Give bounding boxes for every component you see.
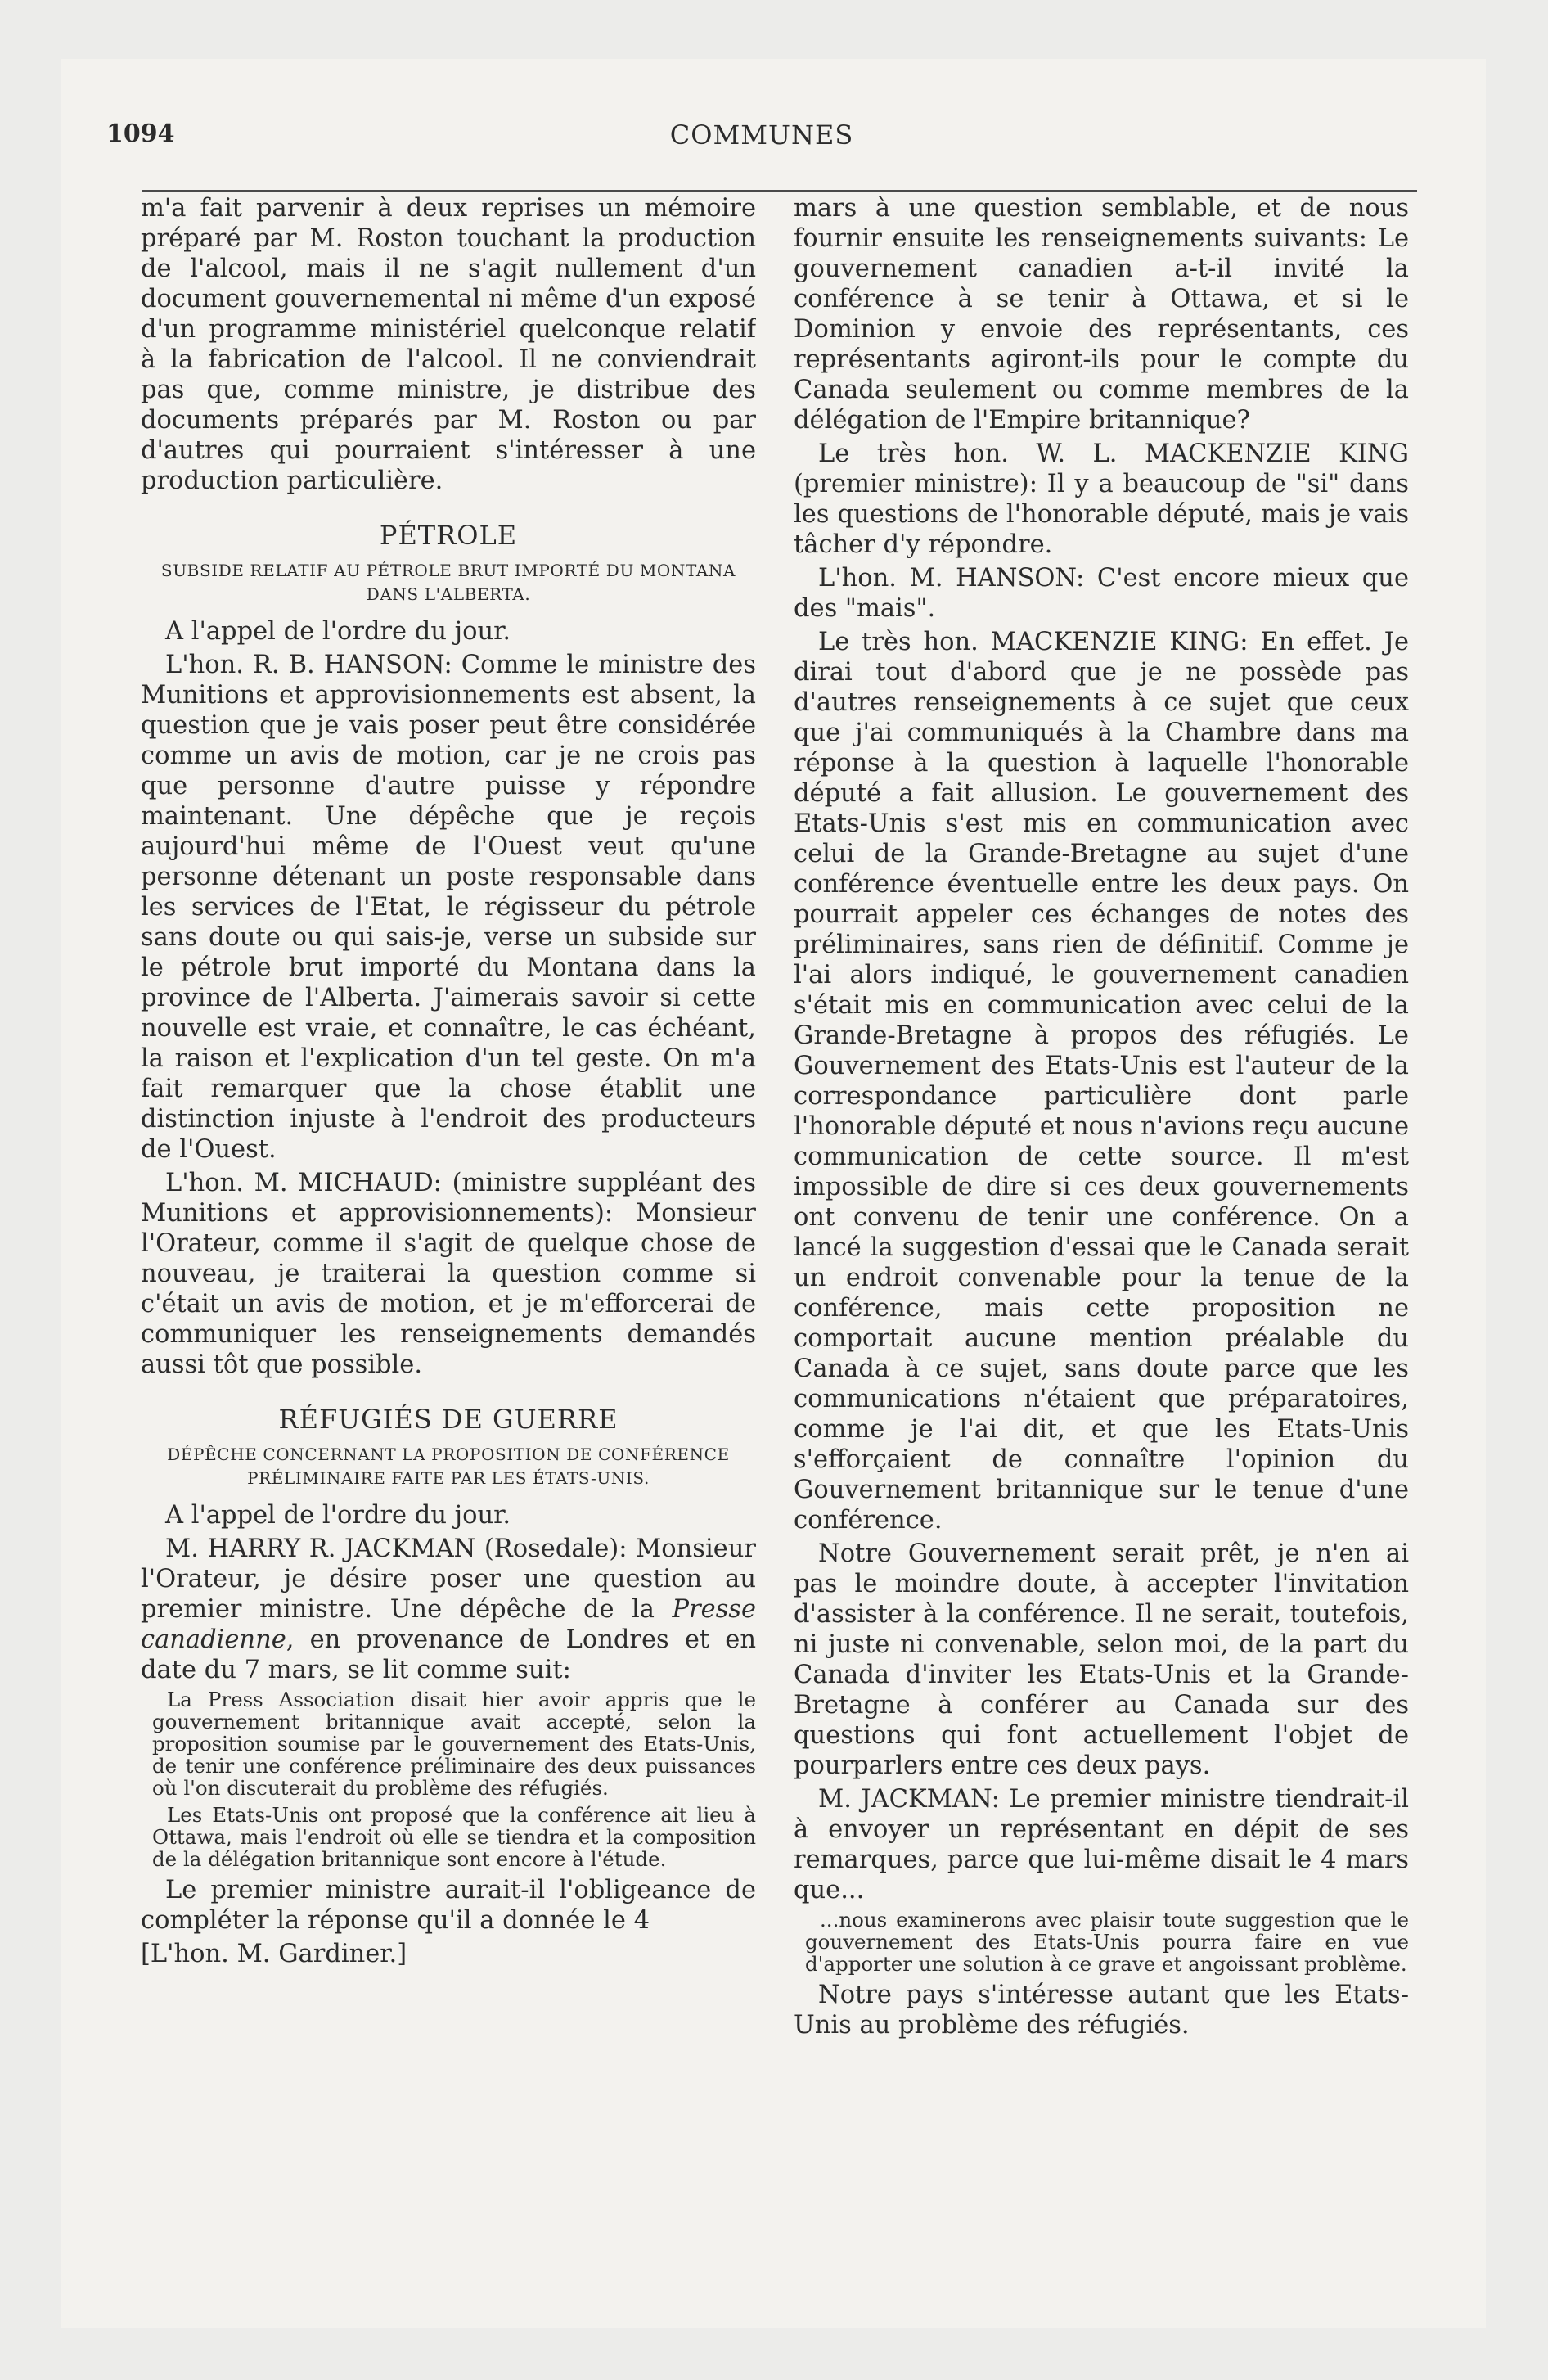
header-rule bbox=[142, 190, 1417, 192]
paragraph: A l'appel de l'ordre du jour. bbox=[165, 1501, 511, 1530]
paragraph: Le premier ministre aurait-il l'obligeance de compléter la réponse qu'il a donnée le 4 bbox=[141, 1876, 756, 1935]
quotation: Les Etats-Unis ont proposé que la conférence ait lieu à Ottawa, mais l'endroit où elle se tiendra et la composition de la délégation britannique sont encore à l'étude. bbox=[152, 1803, 756, 1871]
paragraph: M. JACKMAN: Le premier ministre tiendrait-il à envoyer un représentant en dépit de ses remarques, parce que lui-même disait le 4 mars que... bbox=[794, 1785, 1409, 1904]
page-number: 1094 bbox=[106, 119, 175, 148]
text-run: , en provenance de Londres et en date du 7 mars, se lit comme suit: bbox=[141, 1625, 756, 1684]
paragraph: Le très hon. W. L. MACKENZIE KING (premier ministre): Il y a beaucoup de "si" dans les questions de l'honorable député, mais je vais tâcher d'y répondre. bbox=[794, 439, 1409, 559]
paragraph: L'hon. R. B. HANSON: Comme le ministre des Munitions et approvisionnements est absent, la question que je vais poser peut être considérée comme un avis de motion, car je ne crois pas que personne d'autre puisse y répondre maintenant. Une dépêche que je reçois aujourd'hui même de l'Ouest veut qu'une personne détenant un poste responsable dans les services de l'Etat, le régisseur du pétrole sans doute ou qui sais-je, verse un subside sur le pétrole brut importé du Montana dans la province de l'Alberta. J'aimerais savoir si cette nouvelle est vraie, et connaître, le cas échéant, la raison et l'explication d'un tel geste. On m'a fait remarquer que la chose établit une distinction injuste à l'endroit des producteurs de l'Ouest. bbox=[141, 651, 756, 1164]
paragraph: L'hon. M. MICHAUD: (ministre suppléant des Munitions et approvisionnements): Monsieur l'Orateur, comme il s'agit de quelque chose de nouveau, je traiterai la question comme si c'était un avis de motion, et je m'efforcerai de communiquer les renseignements demandés aussi tôt que possible. bbox=[141, 1169, 756, 1379]
section-subheading: SUBSIDE RELATIF AU PÉTROLE BRUT IMPORTÉ DU MONTANA DANS L'ALBERTA. bbox=[160, 561, 736, 604]
italic-title: Presse canadienne bbox=[141, 1595, 756, 1654]
text-run: M. HARRY R. JACKMAN (Rosedale): Monsieur l'Orateur, je désire poser une question au premier ministre. Une dépêche de la bbox=[141, 1535, 756, 1624]
page-header bbox=[106, 119, 1417, 157]
paragraph: Notre Gouvernement serait prêt, je n'en ai pas le moindre doute, à accepter l'invitation d'assister à la conférence. Il ne serait, toutefois, ni juste ni convenable, selon moi, de la part du Canada d'inviter les Etats-Unis et la Grande-Bretagne à conférer au Canada sur des questions qui font actuellement l'objet de pourparlers entre ces deux pays. bbox=[794, 1539, 1409, 1780]
paragraph: L'hon. M. HANSON: C'est encore mieux que des "mais". bbox=[794, 564, 1409, 623]
quotation: ...nous examinerons avec plaisir toute suggestion que le gouvernement des Etats-Unis pourra faire en vue d'apporter une solution à ce grave et angoissant problème. bbox=[805, 1908, 1409, 1976]
section-heading-petrole: PÉTROLE bbox=[379, 520, 518, 551]
paragraph: Notre pays s'intéresse autant que les Etats-Unis au problème des réfugiés. bbox=[794, 1981, 1409, 2040]
section-heading-refugies: RÉFUGIÉS DE GUERRE bbox=[278, 1404, 619, 1435]
running-head: COMMUNES bbox=[669, 119, 854, 151]
paragraph: m'a fait parvenir à deux reprises un mémoire préparé par M. Roston touchant la production de l'alcool, mais il ne s'agit nullement d'un document gouvernemental ni même d'un exposé d'un programme ministériel quelconque relatif à la fabrication de l'alcool. Il ne conviendrait pas que, comme ministre, je distribue des documents préparés par M. Roston ou par d'autres qui pourraient s'intéresser à une production particulière. bbox=[141, 194, 756, 495]
paragraph bbox=[141, 1534, 756, 1685]
paragraph: Le très hon. MACKENZIE KING: En effet. Je dirai tout d'abord que je ne possède pas d'autres renseignements à ce sujet que ceux que j'ai communiqués à la Chambre dans ma réponse à la question à laquelle l'honorable député a fait allusion. Le gouvernement des Etats-Unis s'est mis en communication avec celui de la Grande-Bretagne au sujet d'une conférence éventuelle entre les deux pays. On pourrait appeler ces échanges de notes des préliminaires, sans rien de définitif. Comme je l'ai alors indiqué, le gouvernement canadien s'était mis en communication avec celui de la Grande-Bretagne à propos des réfugiés. Le Gouvernement des Etats-Unis est l'auteur de la correspondance particulière dont parle l'honorable député et nous n'avions reçu aucune communication de cette source. Il m'est impossible de dire si ces deux gouvernements ont convenu de tenir une conférence. On a lancé la suggestion d'essai que le Canada serait un endroit convenable pour la tenue de la conférence, mais cette proposition ne comportait aucune mention préalable du Canada à ce sujet, sans doute parce que les communications n'étaient que préparatoires, comme je l'ai dit, et que les Etats-Unis s'efforçaient de connaître l'opinion du Gouvernement britannique sur le tenue d'une conférence. bbox=[794, 628, 1409, 1535]
quotation: La Press Association disait hier avoir appris que le gouvernement britannique avait accepté, selon la proposition soumise par le gouvernement des Etats-Unis, de tenir une conférence préliminaire des deux puissances où l'on discuterait du problème des réfugiés. bbox=[152, 1688, 756, 1800]
speaker-signature: [L'hon. M. Gardiner.] bbox=[141, 1940, 407, 1968]
left-column bbox=[141, 193, 756, 2272]
right-column bbox=[794, 193, 1409, 2272]
paragraph: A l'appel de l'ordre du jour. bbox=[165, 617, 511, 646]
paragraph: mars à une question semblable, et de nous fournir ensuite les renseignements suivants: Le gouvernement canadien a-t-il invité la conférence à se tenir à Ottawa, et si le Dominion y envoie des représentants, ces représentants agiront-ils pour le compte du Canada seulement ou comme membres de la délégation de l'Empire britannique? bbox=[794, 194, 1409, 435]
section-subheading: DÉPÊCHE CONCERNANT LA PROPOSITION DE CONFÉRENCE PRÉLIMINAIRE FAITE PAR LES ÉTATS-UNIS. bbox=[167, 1445, 730, 1488]
